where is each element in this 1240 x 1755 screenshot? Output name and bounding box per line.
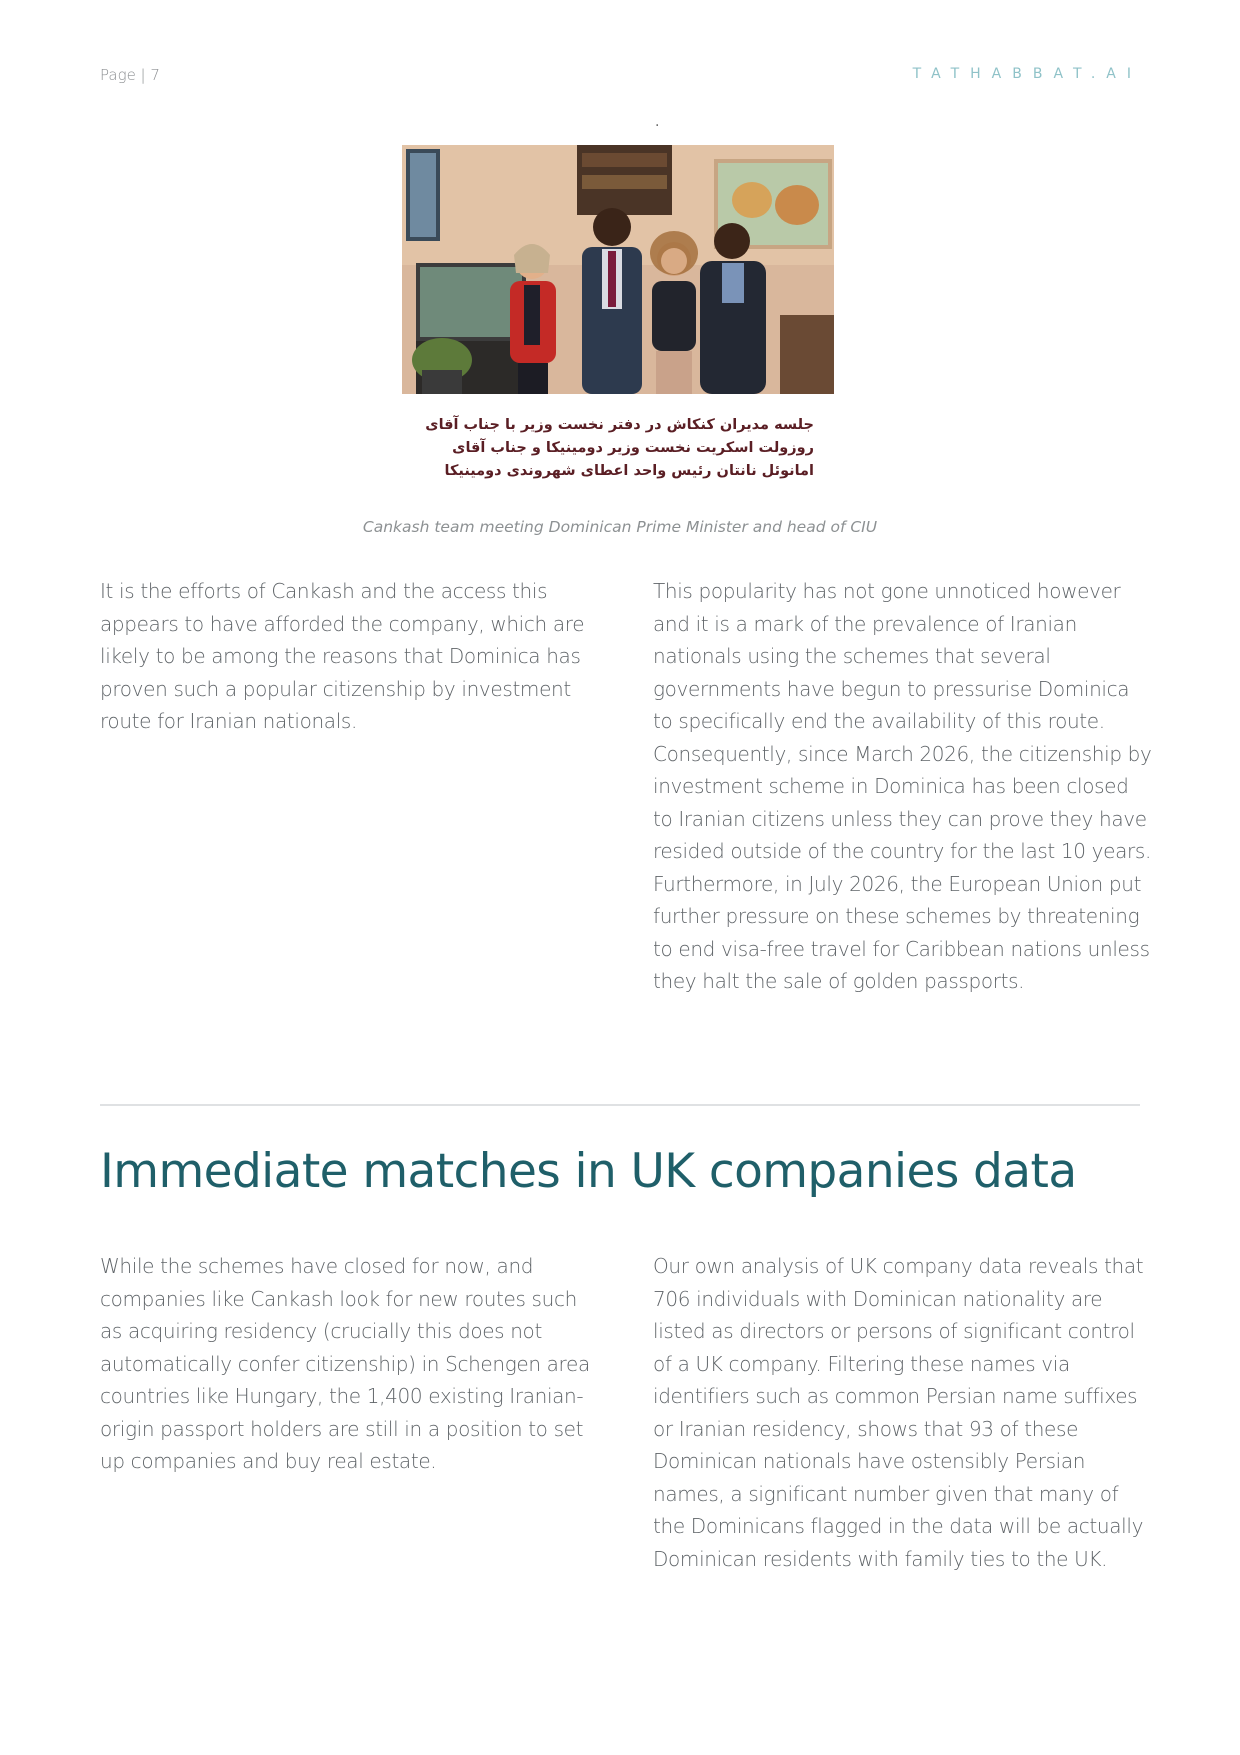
section1-left-paragraph: It is the efforts of Cankash and the access this appears to have afforded the company, which are likely to be among the reasons that Dominica has proven such a popular citizenship by investment route for Iranian nationals. [100,579,585,733]
persian-caption-line: روزولت اسکریت نخست وزیر دومینیکا و جناب آقای [452,440,814,456]
figure-caption: Cankash team meeting Dominican Prime Minister and head of CIU [362,518,878,536]
section1-right-paragraph: This popularity has not gone unnoticed however and it is a mark of the prevalence of Iranian nationals using the schemes that several governments have begun to pressurise Dominica to specifically end the availability of this route. Consequently, since March 2026, the citizenship by investment scheme in Dominica has been closed to Iranian citizens unless they can prove they have resided outside of the country for the last 10 years. Furthermore, in July 2026, the European Union put further pressure on these schemes by threatening to end visa-free travel for Caribbean nations unless they halt the sale of golden passports. [653,579,1152,993]
brand-wordmark: TATHABBAT.AI [912,66,1142,82]
meeting-photo [402,145,834,394]
persian-caption-line: جلسه مدیران کنکاش در دفتر نخست وزیر با جناب آقای [425,417,814,433]
section2-right-paragraph: Our own analysis of UK company data reveals that 706 individuals with Dominican nationality are listed as directors or persons of significant control of a UK company. Filtering these names via identifiers such as common Persian name suffixes or Iranian residency, shows that 93 of these Dominican nationals have ostensibly Persian names, a significant number given that many of the Dominicans flagged in the data will be actually Dominican residents with family ties to the UK. [653,1254,1144,1571]
page-number: Page | 7 [100,66,160,84]
section2-left-paragraph: While the schemes have closed for now, and companies like Cankash look for new routes such as acquiring residency (crucially this does not automatically confer citizenship) in Schengen area countries like Hungary, the 1,400 existing Iranian-origin passport holders are still in a position to set up companies and buy real estate. [100,1254,590,1473]
persian-caption [402,414,834,483]
section-heading: Immediate matches in UK companies data [100,1144,1077,1199]
section-divider [100,1104,1140,1106]
persian-caption-line: امانوئل نانتان رئیس واحد اعطای شهروندی دومینیکا [444,463,814,479]
photo-of-four-people-in-office-icon [402,145,834,394]
stray-mark: . [655,114,660,130]
